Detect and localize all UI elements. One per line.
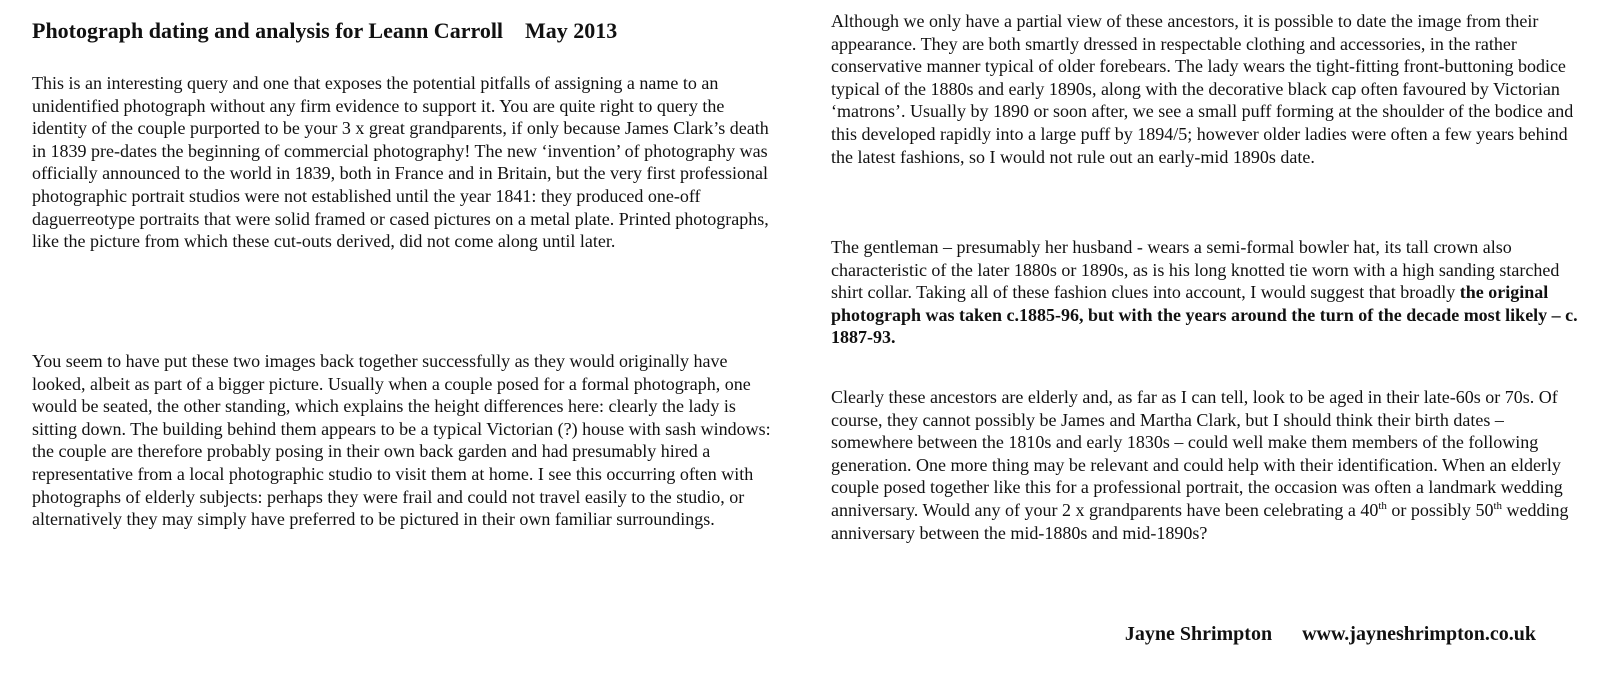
title-date: May 2013: [525, 18, 618, 43]
age-text: Clearly these ancestors are elderly and, as far as I can tell, look to be aged in their late-60s or 70s. Of course, they cannot possibly be James and Martha Clark, but I should think their birth dates – somewhere between the 1810s and early 1830s – could well make them members of the following generation. One more thing may be relevant and could help with their identification. When an elderly couple posed together like this for a professional portrait, the occasion was often a landmark wedding anniversary. Would any of your 2 x grandparents have been celebrating a: [831, 387, 1563, 520]
website-link[interactable]: www.jayneshrimpton.co.uk: [1302, 623, 1536, 645]
anniversary-50: 50: [1475, 499, 1494, 520]
signature: [1125, 623, 1536, 646]
paragraph-age-anniversary: [831, 386, 1581, 544]
anniversary-end-text: wedding anniversary between the mid-1880s and mid-1890s?: [831, 499, 1569, 543]
page-title: [32, 18, 617, 44]
ordinal-suffix-50: th: [1493, 499, 1502, 512]
ordinal-suffix-40: th: [1378, 499, 1387, 512]
paragraph-lady-dress: Although we only have a partial view of these ancestors, it is possible to date the image from their appearance. They are both smartly dressed in respectable clothing and accessories, in the rather conservative manner typical of older forebears. The lady wears the tight-fitting front-buttoning bodice typical of the 1880s and early 1890s, along with the decorative black cap often favoured by Victorian ‘matrons’. Usually by 1890 or soon after, we see a small puff forming at the shoulder of the bodice and this developed rapidly into a large puff by 1894/5; however older ladies were often a few years behind the latest fashions, so I would not rule out an early-mid 1890s date.: [831, 11, 1574, 167]
or-possibly-text: or possibly: [1391, 499, 1471, 520]
gentleman-text: The gentleman – presumably her husband - wears a semi-formal bowler hat, its tall crown also characteristic of the later 1880s or 1890s, as is his long knotted tie worn with a high sanding starched shirt collar. Taking all of these fashion clues into account, I would suggest that broadly: [831, 237, 1560, 303]
paragraph-composition: You seem to have put these two images back together successfully as they would originally have looked, albeit as part of a bigger picture. Usually when a couple posed for a formal photograph, one would be seated, the other standing, which explains the height differences here: clearly the lady is sitting down. The building behind them appears to be a typical Victorian (?) house with sash windows: the couple are therefore probably posing in their own back garden and had presumably hired a representative from a local photographic studio to visit them at home. I see this occurring often with photographs of elderly subjects: perhaps they were frail and could not travel easily to the studio, or alternatively they may simply have preferred to be pictured in their own familiar surroundings.: [32, 351, 771, 530]
title-text: Photograph dating and analysis for Leann Carroll: [32, 18, 504, 43]
anniversary-40: 40: [1360, 499, 1379, 520]
paragraph-gentleman: [831, 236, 1581, 349]
paragraph-intro: This is an interesting query and one that exposes the potential pitfalls of assigning a name to an unidentified photograph without any firm evidence to support it. You are quite right to query the identity of the couple purported to be your 3 x great grandparents, if only because James Clark’s death in 1839 pre-dates the beginning of commercial photography! The new ‘invention’ of photography was officially announced to the world in 1839, both in France and in Britain, but the very first professional photographic portrait studios were not established until the year 1841: they produced one-off daguerreotype portraits that were solid framed or cased pictures on a metal plate. Printed photographs, like the picture from which these cut-outs derived, did not come along until later.: [32, 73, 769, 252]
dating-conclusion: the original photograph was taken c.1885-96, but with the years around the turn of the decade most likely – c. 1887-93.: [831, 282, 1578, 348]
author-name: Jayne Shrimpton: [1124, 623, 1273, 645]
